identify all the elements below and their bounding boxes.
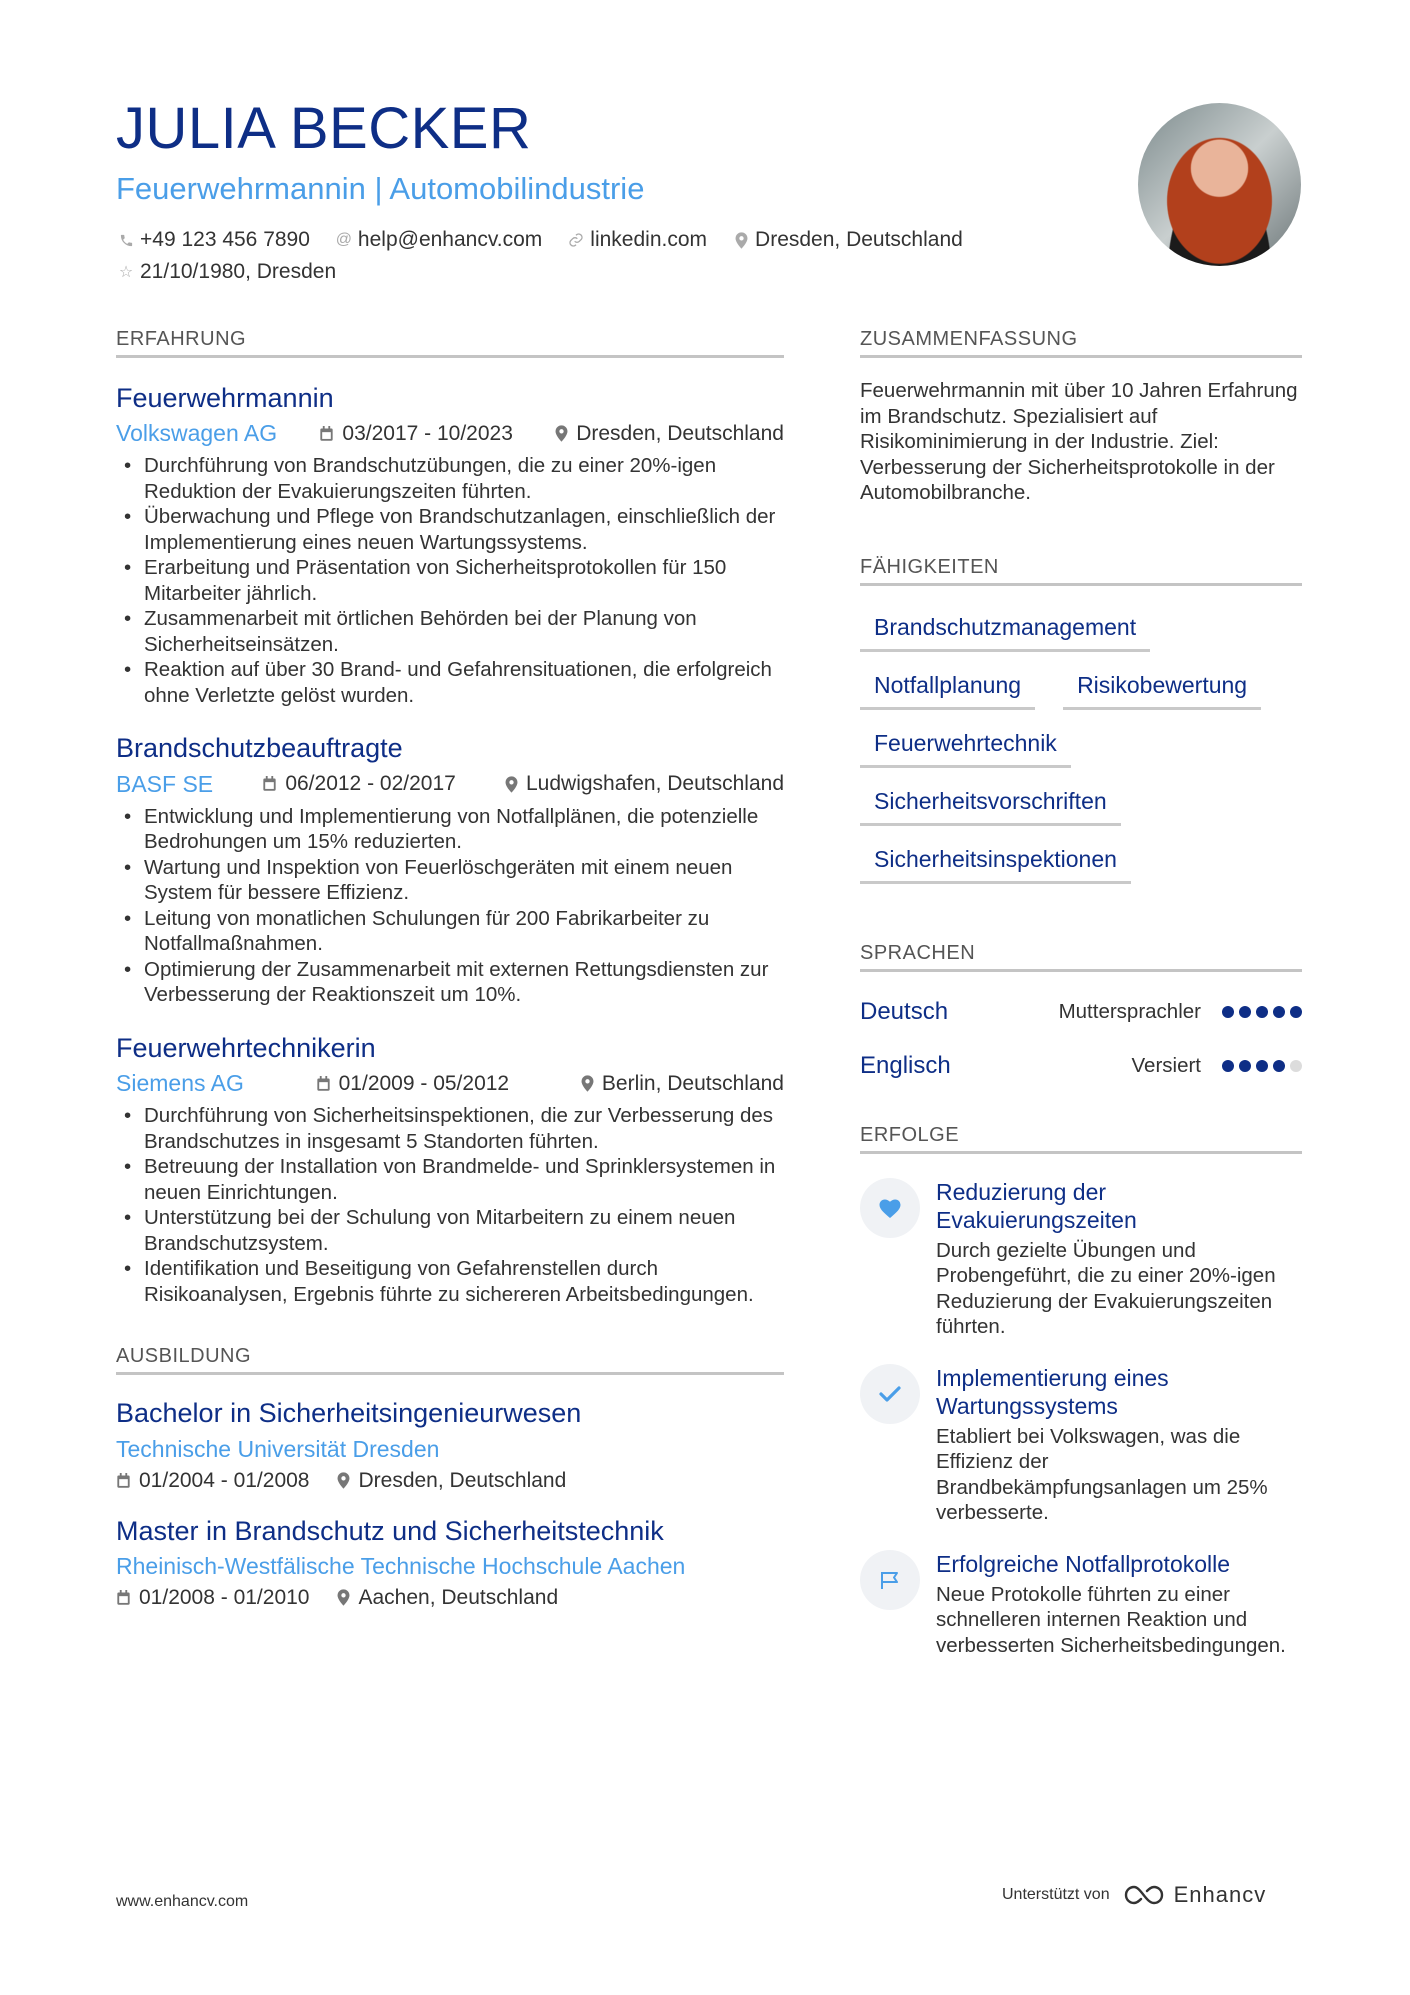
- contact-phone[interactable]: [116, 228, 310, 252]
- job-title: Brandschutzbeauftragte: [116, 733, 403, 764]
- rating-dot: [1239, 1006, 1251, 1018]
- language-level: Versiert: [1131, 1053, 1201, 1077]
- edu-degree: Bachelor in Sicherheitsingenieurwesen: [116, 1398, 582, 1429]
- list-item: • Erarbeitung und Präsentation von Sicherheitsprotokollen für 150 Mitarbeiter jährlich.: [116, 555, 784, 606]
- location-icon: [731, 230, 751, 250]
- job-location-text: Ludwigshafen, Deutschland: [525, 772, 784, 796]
- star-icon: ☆: [118, 264, 134, 282]
- job-bullets: [116, 804, 784, 1008]
- language-row: [860, 1050, 1302, 1082]
- job-location-text: Dresden, Deutschland: [576, 421, 784, 445]
- edu-dates-text: 01/2008 - 01/2010: [139, 1585, 310, 1609]
- skill-tag: Sicherheitsinspektionen: [860, 840, 1131, 884]
- languages-heading: SPRACHEN: [860, 942, 1302, 972]
- job-dates-text: 01/2009 - 05/2012: [338, 1071, 510, 1095]
- list-item: • Unterstützung bei der Schulung von Mitarbeitern zu einem neuen Brandschutzsystem.: [116, 1205, 784, 1256]
- job-entry: [116, 732, 784, 1007]
- rating-dot: [1222, 1060, 1234, 1072]
- edu-location-text: Dresden, Deutschland: [358, 1468, 567, 1492]
- edu-dates: [116, 1469, 309, 1493]
- achievement-body: [936, 1550, 1302, 1659]
- calendar-icon: [116, 1473, 131, 1489]
- language-name: Deutsch: [860, 997, 949, 1025]
- phone-icon: [116, 230, 136, 250]
- contact-email-text: help@enhancv.com: [357, 228, 543, 252]
- resume-header: [116, 96, 1076, 284]
- edu-dates-text: 01/2004 - 01/2008: [139, 1468, 310, 1492]
- skill-tag: Notfallplanung: [860, 666, 1035, 710]
- contact-location-text: Dresden, Deutschland: [755, 228, 963, 252]
- achievement-title: Implementierung eines Wartungssystems: [936, 1364, 1169, 1419]
- list-item: • Entwicklung und Implementierung von Notfallplänen, die potenzielle Bedrohungen um 15% reduzierten.: [116, 804, 784, 855]
- language-proficiency: [1059, 1000, 1302, 1024]
- edu-school: Rheinisch-Westfälische Technische Hochschule Aachen: [116, 1552, 686, 1579]
- contact-linkedin-text: linkedin.com: [590, 228, 708, 252]
- job-location-text: Berlin, Deutschland: [601, 1071, 784, 1095]
- check-icon: [860, 1364, 920, 1424]
- job-location: [581, 1072, 784, 1096]
- footer-branding[interactable]: [1002, 1882, 1266, 1908]
- rating-dot: [1256, 1006, 1268, 1018]
- powered-by-label: Unterstützt von: [1002, 1886, 1110, 1903]
- at-icon: @: [335, 231, 353, 249]
- achievement-desc: Durch gezielte Übungen und Probengeführt, die zu einer 20%-igen Reduzierung der Evakuierungszeiten führten.: [936, 1238, 1276, 1338]
- list-item: • Optimierung der Zusammenarbeit mit externen Rettungsdiensten zur Verbesserung der Reaktionszeit um 10%.: [116, 957, 784, 1008]
- job-dates-text: 03/2017 - 10/2023: [342, 421, 513, 445]
- achievement-body: [936, 1178, 1302, 1340]
- rating-dot: [1290, 1006, 1302, 1018]
- rating-dots: [1217, 1006, 1302, 1018]
- job-company: Volkswagen AG: [116, 420, 278, 447]
- contact-birth: [116, 260, 336, 284]
- job-dates: [319, 422, 512, 446]
- candidate-title: Feuerwehrmannin | Automobilindustrie: [116, 171, 645, 206]
- list-item: • Zusammenarbeit mit örtlichen Behörden bei der Planung von Sicherheitseinsätzen.: [116, 606, 784, 657]
- edu-location-text: Aachen, Deutschland: [358, 1585, 559, 1609]
- rating-dot: [1222, 1006, 1234, 1018]
- job-title: Feuerwehrtechnikerin: [116, 1032, 376, 1063]
- job-company: Siemens AG: [116, 1070, 244, 1097]
- flag-icon: [860, 1550, 920, 1610]
- education-entry: [116, 1515, 784, 1610]
- calendar-icon: [116, 1590, 131, 1606]
- rating-dot: [1290, 1060, 1302, 1072]
- skill-tag: Risikobewertung: [1063, 666, 1261, 710]
- location-icon: [555, 425, 568, 442]
- job-bullets: [116, 453, 784, 708]
- language-row: [860, 996, 1302, 1028]
- achievement-item: [860, 1178, 1302, 1340]
- achievement-item: [860, 1364, 1302, 1526]
- summary-text: Feuerwehrmannin mit über 10 Jahren Erfahrung im Brandschutz. Spezialisiert auf Risikominimierung in der Industrie. Ziel: Verbesserung der Sicherheitsprotokolle in der Automobilbranche.: [860, 379, 1298, 504]
- calendar-icon: [319, 426, 334, 442]
- skills-heading: FÄHIGKEITEN: [860, 556, 1302, 586]
- job-meta: [116, 771, 784, 798]
- job-meta: [116, 1070, 784, 1097]
- list-item: • Durchführung von Brandschutzübungen, die zu einer 20%-igen Reduktion der Evakuierungszeiten führten.: [116, 453, 784, 504]
- achievement-body: [936, 1364, 1302, 1526]
- achievement-title: Erfolgreiche Notfallprotokolle: [936, 1550, 1231, 1577]
- language-proficiency: [1132, 1054, 1303, 1078]
- location-icon: [337, 1589, 350, 1606]
- edu-dates: [116, 1586, 309, 1610]
- job-entry: [116, 382, 784, 708]
- edu-meta: [116, 1469, 784, 1493]
- list-item: • Reaktion auf über 30 Brand- und Gefahrensituationen, die erfolgreich ohne Verletzte gelöst wurden.: [116, 657, 784, 708]
- contact-location: [731, 228, 963, 252]
- right-column: [860, 328, 1302, 1658]
- skill-tag: Brandschutzmanagement: [860, 608, 1150, 652]
- heart-icon: [860, 1178, 920, 1238]
- job-bullets: [116, 1103, 784, 1307]
- job-location: [505, 772, 784, 796]
- job-title: Feuerwehrmannin: [116, 383, 334, 413]
- job-dates: [316, 1072, 509, 1096]
- candidate-name: JULIA BECKER: [116, 96, 532, 161]
- location-icon: [505, 776, 518, 793]
- achievement-desc: Neue Protokolle führten zu einer schnelleren internen Reaktion und verbesserten Sicherheitsbedingungen.: [936, 1582, 1286, 1657]
- job-dates-text: 06/2012 - 02/2017: [285, 772, 456, 796]
- list-item: • Überwachung und Pflege von Brandschutzanlagen, einschließlich der Implementierung eines neuen Wartungssystems.: [116, 504, 784, 555]
- contact-birth-text: 21/10/1980, Dresden: [140, 260, 337, 284]
- rating-dot: [1273, 1006, 1285, 1018]
- left-column: [116, 328, 784, 1610]
- job-company: BASF SE: [116, 770, 214, 797]
- list-item: • Durchführung von Sicherheitsinspektionen, die zur Verbesserung des Brandschutzes in insgesamt 5 Standorten führten.: [116, 1103, 784, 1154]
- achievement-title: Reduzierung der Evakuierungszeiten: [936, 1178, 1137, 1233]
- experience-heading: ERFAHRUNG: [116, 328, 784, 358]
- location-icon: [337, 1472, 350, 1489]
- rating-dot: [1256, 1060, 1268, 1072]
- skill-tag: Feuerwehrtechnik: [860, 724, 1071, 768]
- education-entry: [116, 1397, 784, 1492]
- contact-linkedin[interactable]: [566, 228, 707, 252]
- achievement-desc: Etabliert bei Volkswagen, was die Effizienz der Brandbekämpfungsanlagen um 25% verbesserte.: [936, 1424, 1268, 1524]
- edu-location: [337, 1586, 558, 1610]
- contact-list: [116, 228, 1076, 284]
- contact-phone-text: +49 123 456 7890: [140, 228, 310, 252]
- brand-name: Enhancv: [1173, 1882, 1267, 1907]
- calendar-icon: [316, 1076, 331, 1092]
- list-item: • Wartung und Inspektion von Feuerlöschgeräten mit einem neuen System für bessere Effizienz.: [116, 855, 784, 906]
- language-name: Englisch: [860, 1051, 951, 1079]
- contact-email[interactable]: [334, 228, 542, 252]
- achievements-heading: ERFOLGE: [860, 1124, 1302, 1154]
- edu-meta: [116, 1586, 784, 1610]
- footer-website[interactable]: www.enhancv.com: [116, 1893, 249, 1910]
- skill-tag: Sicherheitsvorschriften: [860, 782, 1121, 826]
- job-entry: [116, 1032, 784, 1307]
- rating-dot: [1273, 1060, 1285, 1072]
- edu-location: [337, 1469, 566, 1493]
- location-icon: [581, 1075, 594, 1092]
- rating-dot: [1239, 1060, 1251, 1072]
- job-location: [555, 422, 784, 446]
- rating-dots: [1217, 1060, 1302, 1072]
- profile-photo: [1138, 103, 1301, 266]
- list-item: • Betreuung der Installation von Brandmelde- und Sprinklersystemen in neuen Einrichtungen.: [116, 1154, 784, 1205]
- list-item: • Identifikation und Beseitigung von Gefahrenstellen durch Risikoanalysen, Ergebnis führte zu sichereren Arbeitsbedingungen.: [116, 1256, 784, 1307]
- job-dates: [262, 772, 455, 796]
- achievement-item: [860, 1550, 1302, 1659]
- enhancv-logo-icon: [1122, 1883, 1166, 1907]
- job-meta: [116, 420, 784, 447]
- summary-heading: ZUSAMMENFASSUNG: [860, 328, 1302, 358]
- skills-list: [860, 608, 1302, 884]
- language-level: Muttersprachler: [1058, 999, 1201, 1023]
- education-heading: AUSBILDUNG: [116, 1345, 784, 1375]
- edu-degree: Master in Brandschutz und Sicherheitstechnik: [116, 1515, 664, 1546]
- edu-school: Technische Universität Dresden: [116, 1435, 440, 1462]
- link-icon: [566, 230, 586, 250]
- calendar-icon: [262, 776, 277, 792]
- list-item: • Leitung von monatlichen Schulungen für 200 Fabrikarbeiter zu Notfallmaßnahmen.: [116, 906, 784, 957]
